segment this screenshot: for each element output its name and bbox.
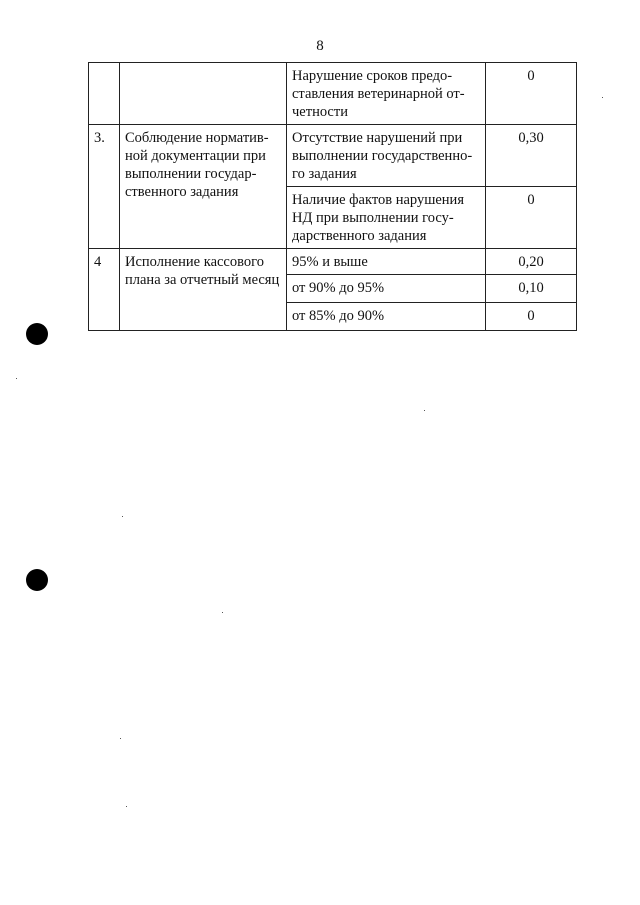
criterion-cell xyxy=(120,63,287,125)
score-cell: 0,20 xyxy=(486,249,577,275)
scan-speck xyxy=(424,410,425,411)
evaluation-table xyxy=(88,62,577,331)
scan-speck xyxy=(122,516,123,517)
row-number-cell: 3. xyxy=(89,125,120,249)
condition-cell: от 85% до 90% xyxy=(287,303,486,331)
condition-cell: Нарушение сроков предо-ставления ветеринарной от-четности xyxy=(287,63,486,125)
score-cell: 0 xyxy=(486,63,577,125)
row-number-cell xyxy=(89,63,120,125)
condition-cell: Отсутствие нарушений при выполнении государственно-го задания xyxy=(287,125,486,187)
score-cell: 0 xyxy=(486,303,577,331)
scan-speck xyxy=(120,738,121,739)
table-row xyxy=(89,125,577,187)
scan-speck xyxy=(16,378,17,379)
scan-speck xyxy=(126,806,127,807)
row-number-cell: 4 xyxy=(89,249,120,331)
condition-cell: 95% и выше xyxy=(287,249,486,275)
scan-speck xyxy=(602,97,603,98)
criterion-cell: Исполнение кассового плана за отчетный месяц xyxy=(120,249,287,331)
score-cell: 0,10 xyxy=(486,275,577,303)
criterion-cell: Соблюдение норматив-ной документации при выполнении государ-ственного задания xyxy=(120,125,287,249)
table-row xyxy=(89,63,577,125)
page-number: 8 xyxy=(316,38,324,54)
score-cell: 0,30 xyxy=(486,125,577,187)
scan-speck xyxy=(222,612,223,613)
punch-hole xyxy=(26,569,48,591)
table-row xyxy=(89,249,577,275)
punch-hole xyxy=(26,323,48,345)
score-cell: 0 xyxy=(486,187,577,249)
condition-cell: Наличие фактов нарушения НД при выполнении госу-дарственного задания xyxy=(287,187,486,249)
condition-cell: от 90% до 95% xyxy=(287,275,486,303)
